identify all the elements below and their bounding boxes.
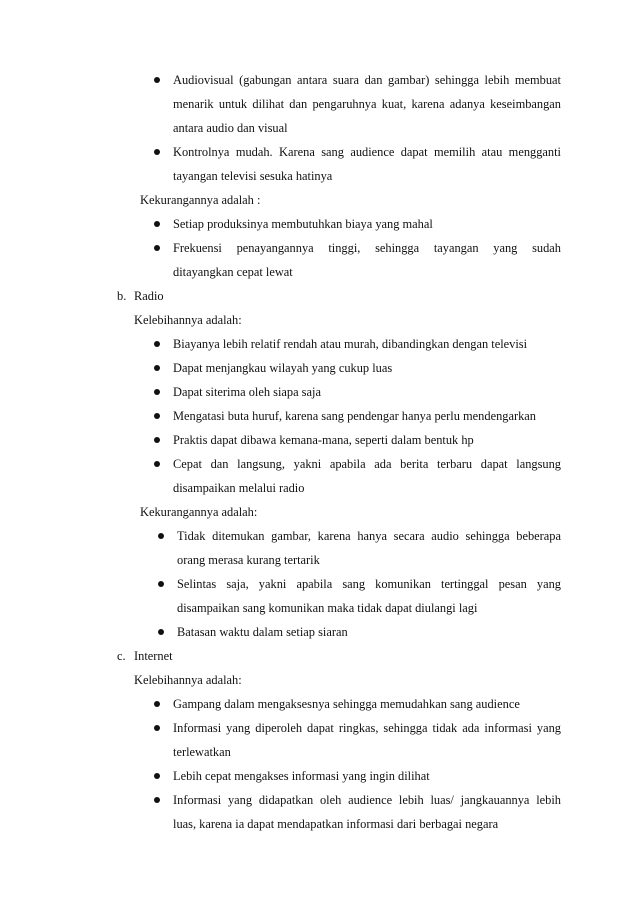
bullet-icon — [154, 221, 160, 227]
bullet-icon — [154, 773, 160, 779]
list-item-line: Cepat dan langsung, yakni apabila ada berita terbaru dapat langsung — [173, 457, 561, 471]
list-item-line: Selintas saja, yakni apabila sang komunikan tertinggal pesan yang — [177, 577, 561, 591]
bullet-icon — [154, 245, 160, 251]
weakness-heading: Kekurangannya adalah : — [140, 193, 261, 207]
bullet-icon — [154, 365, 160, 371]
list-item-line: Tidak ditemukan gambar, karena hanya secara audio sehingga beberapa — [177, 529, 561, 543]
list-item-line: Biayanya lebih relatif rendah atau murah, dibandingkan dengan televisi — [173, 337, 528, 351]
section-title: Radio — [134, 289, 164, 303]
bullet-icon — [154, 149, 160, 155]
section-title: Internet — [134, 649, 173, 663]
bullet-icon — [154, 77, 160, 83]
bullet-icon — [154, 437, 160, 443]
list-item-line: luas, karena ia dapat mendapatkan informasi dari berbagai negara — [173, 817, 499, 831]
list-item-line: Dapat menjangkau wilayah yang cukup luas — [173, 361, 393, 375]
bullet-icon — [154, 797, 160, 803]
list-item-line: Mengatasi buta huruf, karena sang pendengar hanya perlu mendengarkan — [173, 409, 536, 423]
list-item-line: Gampang dalam mengaksesnya sehingga memudahkan sang audience — [173, 697, 520, 711]
list-item-line: disampaikan sang komunikan maka tidak dapat diulangi lagi — [177, 601, 478, 615]
list-item-line: menarik untuk dilihat dan pengaruhnya kuat, karena adanya keseimbangan — [173, 97, 561, 111]
bullet-icon — [154, 341, 160, 347]
bullet-icon — [158, 581, 164, 587]
bullet-icon — [158, 629, 164, 635]
list-item-line: Kontrolnya mudah. Karena sang audience dapat memilih atau mengganti — [173, 145, 561, 159]
list-item-line: tayangan televisi sesuka hatinya — [173, 169, 333, 183]
section-letter: c. — [117, 649, 126, 663]
list-item-line: Praktis dapat dibawa kemana-mana, seperti dalam bentuk hp — [173, 433, 474, 447]
bullet-icon — [154, 701, 160, 707]
list-item-line: antara audio dan visual — [173, 121, 288, 135]
list-item-line: Dapat siterima oleh siapa saja — [173, 385, 321, 399]
list-item-line: Frekuensi penayangannya tinggi, sehingga tayangan yang sudah — [173, 241, 561, 255]
list-item-line: disampaikan melalui radio — [173, 481, 305, 495]
strength-heading: Kelebihannya adalah: — [134, 673, 242, 687]
list-item-line: Informasi yang didapatkan oleh audience lebih luas/ jangkauannya lebih — [173, 793, 561, 807]
list-item-line: Setiap produksinya membutuhkan biaya yang mahal — [173, 217, 433, 231]
weakness-heading: Kekurangannya adalah: — [140, 505, 258, 519]
bullet-icon — [154, 461, 160, 467]
list-item-line: ditayangkan cepat lewat — [173, 265, 293, 279]
bullet-icon — [158, 533, 164, 539]
list-item-line: Lebih cepat mengakses informasi yang ingin dilihat — [173, 769, 430, 783]
bullet-icon — [154, 413, 160, 419]
bullet-icon — [154, 389, 160, 395]
list-item-line: orang merasa kurang tertarik — [177, 553, 320, 567]
list-item-line: Batasan waktu dalam setiap siaran — [177, 625, 348, 639]
section-letter: b. — [117, 289, 127, 303]
list-item-line: Audiovisual (gabungan antara suara dan gambar) sehingga lebih membuat — [173, 73, 561, 87]
list-item-line: Informasi yang diperoleh dapat ringkas, sehingga tidak ada informasi yang — [173, 721, 561, 735]
list-item-line: terlewatkan — [173, 745, 231, 759]
strength-heading: Kelebihannya adalah: — [134, 313, 242, 327]
bullet-icon — [154, 725, 160, 731]
